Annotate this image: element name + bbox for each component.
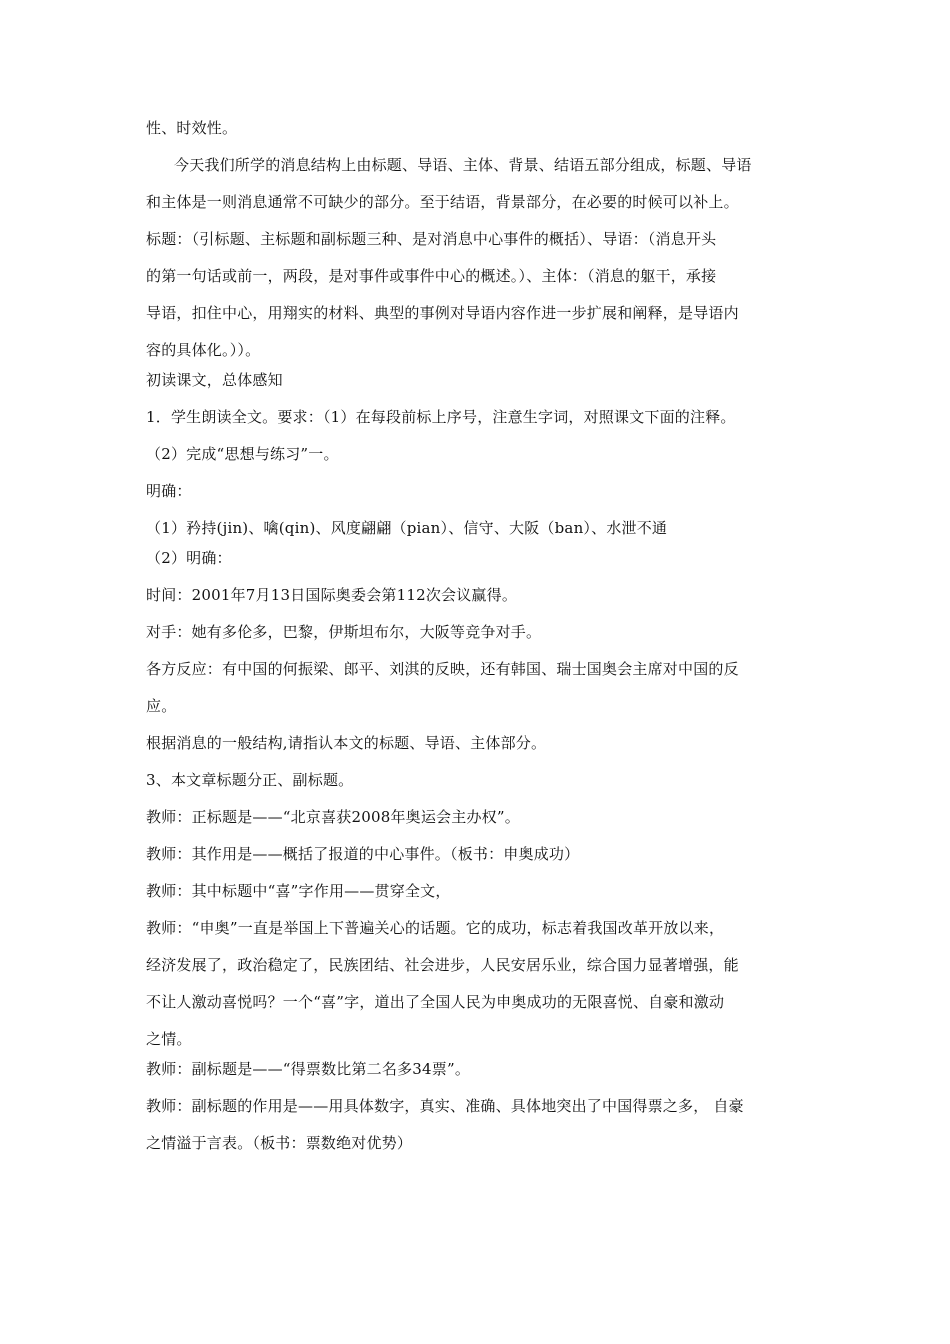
text-line: 各方反应：有中国的何振梁、郎平、刘淇的反映，还有韩国、瑞士国奥会主席对中国的反 xyxy=(146,660,739,678)
text-line: 标题：（引标题、主标题和副标题三种、是对消息中心事件的概括）、导语：（消息开头 xyxy=(146,230,717,248)
text-line: （2）完成“思想与练习”一。 xyxy=(146,445,339,463)
text-line: 对手：她有多伦多，巴黎，伊斯坦布尔，大阪等竞争对手。 xyxy=(146,623,542,641)
text-line: 教师：正标题是——“北京喜获2008年奥运会主办权”。 xyxy=(146,808,520,826)
text-line: 根据消息的一般结构,请指认本文的标题、导语、主体部分。 xyxy=(146,734,547,752)
text-line: 容的具体化。））。 xyxy=(146,341,261,359)
text-line: 经济发展了，政治稳定了，民族团结、社会进步，人民安居乐业，综合国力显著增强，能 xyxy=(146,956,739,974)
text-line: 今天我们所学的消息结构上由标题、导语、主体、背景、结语五部分组成，标题、导语 xyxy=(174,156,752,174)
text-line: （2）明确： xyxy=(146,549,232,567)
text-line: 之情溢于言表。（板书：票数绝对优势） xyxy=(146,1134,413,1152)
text-line: 教师：副标题的作用是——用具体数字，真实、准确、具体地突出了中国得票之多， 自豪 xyxy=(146,1097,744,1115)
text-line: 教师：副标题是——“得票数比第二名多34票”。 xyxy=(146,1060,471,1078)
section-heading: 初读课文，总体感知 xyxy=(146,371,283,389)
text-line: 3、本文章标题分正、副标题。 xyxy=(146,771,354,789)
text-line: 教师：其作用是——概括了报道的中心事件。（板书：申奥成功） xyxy=(146,845,580,863)
text-line: （1）矜持(jin)、噙(qin)、风度翩翩（pian）、信守、大阪（ban）、水泄不通 xyxy=(146,519,668,537)
text-line: 性、时效性。 xyxy=(146,119,238,137)
text-line: 之情。 xyxy=(146,1030,192,1048)
text-line: 应。 xyxy=(146,697,177,715)
text-line: 1．学生朗读全文。要求：（1）在每段前标上序号，注意生字词，对照课文下面的注释。 xyxy=(146,408,736,426)
text-line: 教师：“申奥”一直是举国上下普遍关心的话题。它的成功，标志着我国改革开放以来， xyxy=(146,919,725,937)
text-line: 时间：2001年7月13日国际奥委会第112次会议赢得。 xyxy=(146,586,518,604)
text-line: 明确： xyxy=(146,482,192,500)
text-line: 教师：其中标题中“喜”字作用——贯穿全文， xyxy=(146,882,451,900)
text-line: 和主体是一则消息通常不可缺少的部分。至于结语，背景部分，在必要的时候可以补上。 xyxy=(146,193,739,211)
text-line: 导语，扣住中心，用翔实的材料、典型的事例对导语内容作进一步扩展和阐释，是导语内 xyxy=(146,304,739,322)
document-page xyxy=(146,118,810,1153)
text-line: 的第一句话或前一，两段，是对事件或事件中心的概述。）、主体：（消息的躯干，承接 xyxy=(146,267,717,285)
text-line: 不让人激动喜悦吗？一个“喜”字，道出了全国人民为申奥成功的无限喜悦、自豪和激动 xyxy=(146,993,725,1011)
